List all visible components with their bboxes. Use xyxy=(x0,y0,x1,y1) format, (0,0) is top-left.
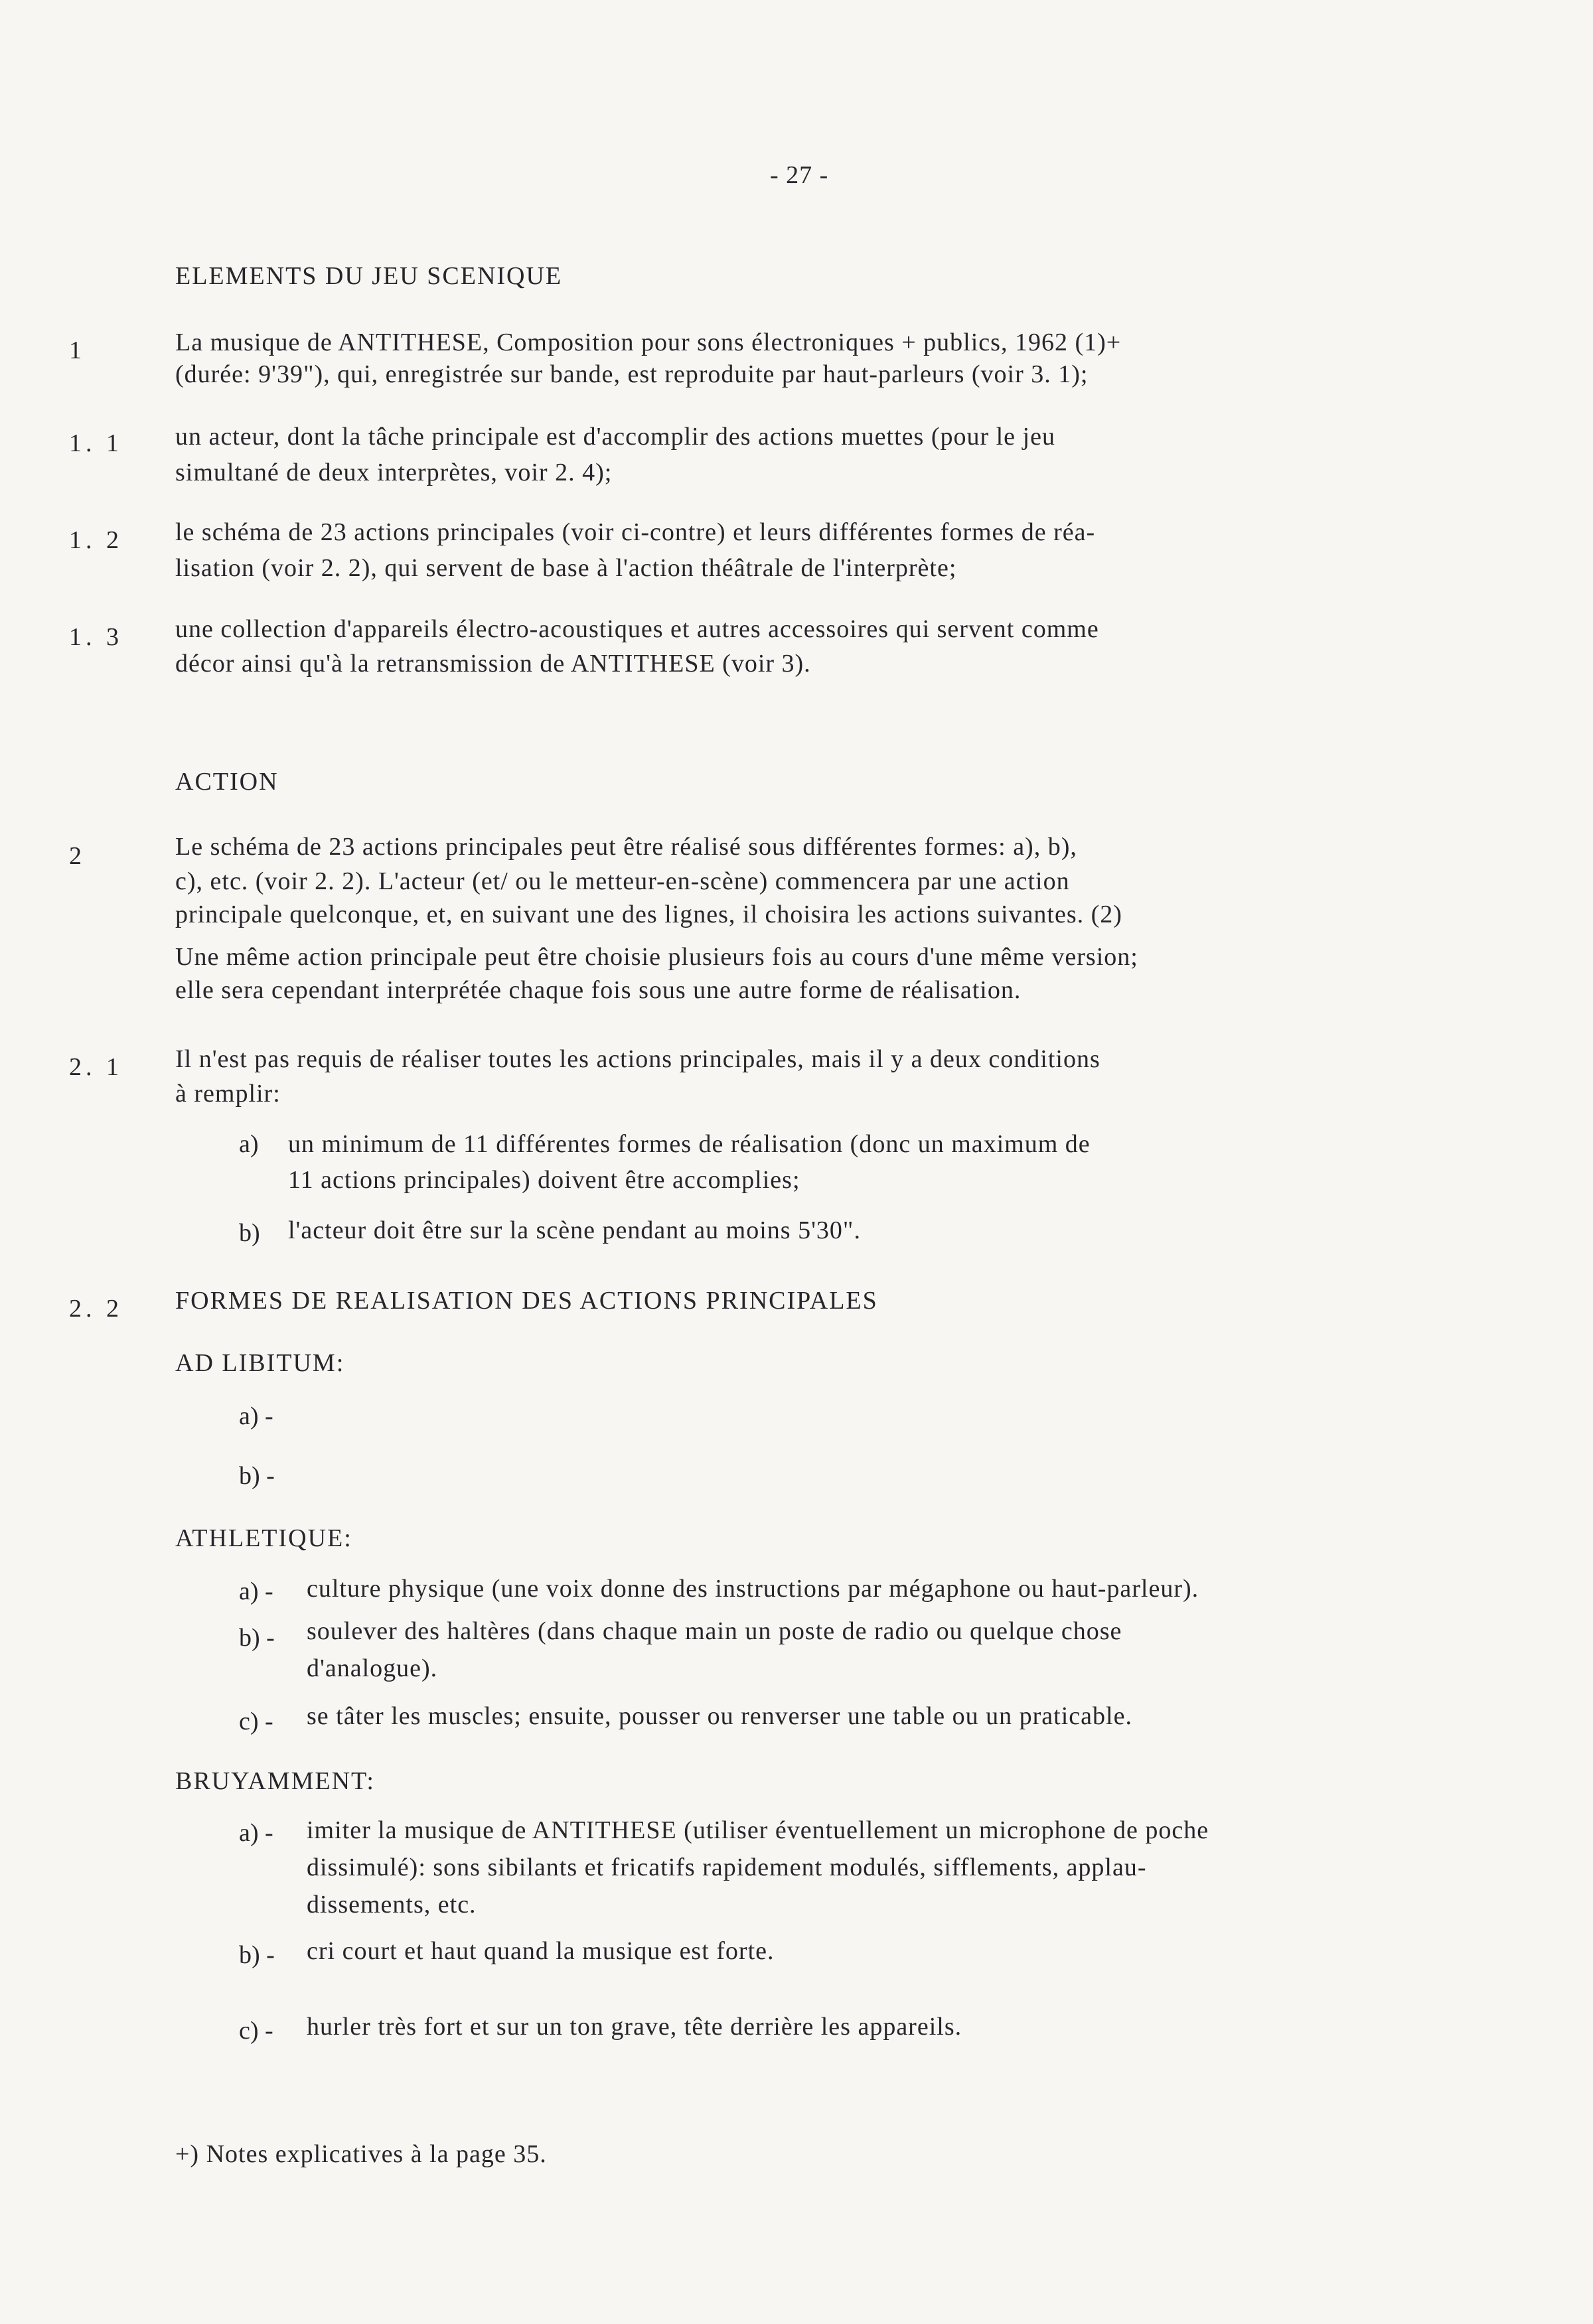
subitem-label: b) - xyxy=(239,1462,275,1490)
paragraph-line: lisation (voir 2. 2), qui servent de base à l'action théâtrale de l'interprète; xyxy=(175,554,957,582)
subitem-label: b) - xyxy=(239,1941,275,1969)
paragraph-line: une collection d'appareils électro-acoustiques et autres accessoires qui servent comme xyxy=(175,615,1099,643)
page-number: - 27 - xyxy=(770,161,829,189)
item-number: 1 xyxy=(69,336,86,364)
subitem-label: a) - xyxy=(239,1402,273,1430)
paragraph-line: un minimum de 11 différentes formes de réalisation (donc un maximum de xyxy=(288,1130,1091,1158)
paragraph-line: un acteur, dont la tâche principale est d'accomplir des actions muettes (pour le jeu xyxy=(175,423,1055,451)
paragraph-line: culture physique (une voix donne des instructions par mégaphone ou haut-parleur). xyxy=(307,1575,1199,1603)
subsection-heading: FORMES DE REALISATION DES ACTIONS PRINCIPALES xyxy=(175,1287,878,1315)
subitem-label: c) - xyxy=(239,1707,273,1735)
paragraph-line: 11 actions principales) doivent être accomplies; xyxy=(288,1166,800,1194)
paragraph-line: soulever des haltères (dans chaque main un poste de radio ou quelque chose xyxy=(307,1617,1122,1645)
paragraph-line: hurler très fort et sur un ton grave, tête derrière les appareils. xyxy=(307,2013,962,2041)
paragraph-line: se tâter les muscles; ensuite, pousser ou renverser une table ou un praticable. xyxy=(307,1702,1132,1730)
paragraph-line: principale quelconque, et, en suivant une des lignes, il choisira les actions suivantes. (2) xyxy=(175,901,1122,928)
paragraph-line: cri court et haut quand la musique est forte. xyxy=(307,1937,775,1965)
category-title-ad-libitum: AD LIBITUM: xyxy=(175,1349,345,1377)
paragraph-line: dissimulé): sons sibilants et fricatifs rapidement modulés, sifflements, applau- xyxy=(307,1853,1147,1881)
paragraph-line: décor ainsi qu'à la retransmission de ANTITHESE (voir 3). xyxy=(175,650,811,678)
paragraph-line: dissements, etc. xyxy=(307,1891,477,1919)
subitem-label: a) xyxy=(239,1130,259,1158)
subitem-label: a) - xyxy=(239,1577,273,1605)
paragraph-line: Il n'est pas requis de réaliser toutes les actions principales, mais il y a deux conditions xyxy=(175,1045,1100,1073)
subitem-label: a) - xyxy=(239,1819,273,1847)
paragraph-line: Le schéma de 23 actions principales peut être réalisé sous différentes formes: a), b), xyxy=(175,833,1077,861)
category-title-bruyamment: BRUYAMMENT: xyxy=(175,1767,375,1795)
subitem-label: b) xyxy=(239,1219,260,1247)
paragraph-line: simultané de deux interprètes, voir 2. 4); xyxy=(175,459,613,486)
section-heading-action: ACTION xyxy=(175,768,279,796)
item-number: 2 xyxy=(69,842,86,870)
paragraph-line: elle sera cependant interprétée chaque fois sous une autre forme de réalisation. xyxy=(175,976,1022,1004)
item-number: 1. 3 xyxy=(69,623,123,651)
paragraph-line: imiter la musique de ANTITHESE (utiliser éventuellement un microphone de poche xyxy=(307,1816,1209,1844)
paragraph-line: La musique de ANTITHESE, Composition pour sons électroniques + publics, 1962 (1)+ xyxy=(175,328,1122,356)
paragraph-line: l'acteur doit être sur la scène pendant au moins 5'30". xyxy=(288,1216,861,1244)
item-number: 1. 1 xyxy=(69,429,123,457)
subitem-label: c) - xyxy=(239,2017,273,2045)
paragraph-line: c), etc. (voir 2. 2). L'acteur (et/ ou le metteur-en-scène) commencera par une action xyxy=(175,867,1070,895)
item-number: 1. 2 xyxy=(69,526,123,554)
item-number: 2. 2 xyxy=(69,1295,123,1323)
paragraph-line: Une même action principale peut être choisie plusieurs fois au cours d'une même version; xyxy=(175,943,1138,971)
paragraph-line: à remplir: xyxy=(175,1080,281,1108)
item-number: 2. 1 xyxy=(69,1053,123,1081)
paragraph-line: le schéma de 23 actions principales (voir ci-contre) et leurs différentes formes de réa- xyxy=(175,518,1096,546)
category-title-athletique: ATHLETIQUE: xyxy=(175,1524,352,1552)
section-heading-elements: ELEMENTS DU JEU SCENIQUE xyxy=(175,262,563,290)
footnote: +) Notes explicatives à la page 35. xyxy=(175,2140,547,2168)
paragraph-line: (durée: 9'39"), qui, enregistrée sur bande, est reproduite par haut-parleurs (voir 3. 1); xyxy=(175,360,1089,388)
subitem-label: b) - xyxy=(239,1624,275,1652)
paragraph-line: d'analogue). xyxy=(307,1654,438,1682)
